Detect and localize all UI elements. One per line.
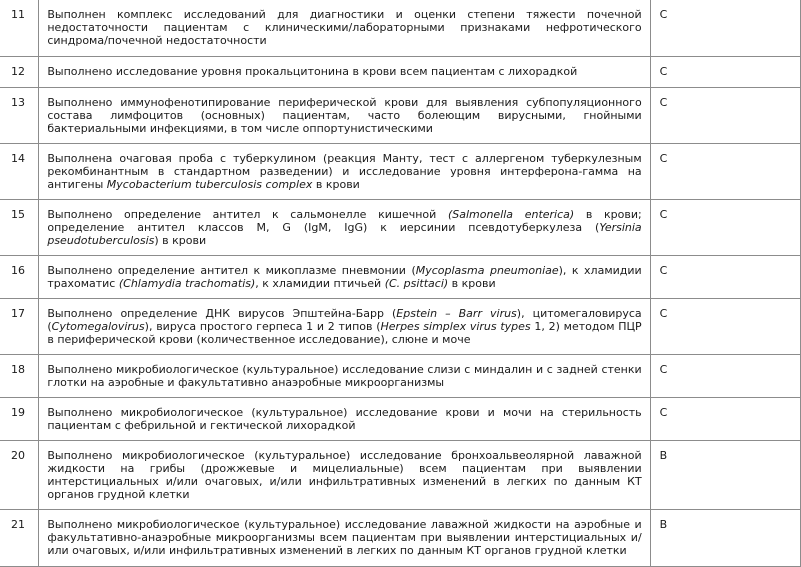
criterion-text <box>39 144 650 200</box>
latin-name-text: Herpes simplex virus types <box>380 320 531 333</box>
criterion-text-segment: Выполнено иммунофенотипирование периферической крови для выявления субпопуляционного состава лимфоцитов (основных) пациентам, часто болеющим вирусными, гнойными бактериальными инфекциями, в том числе оппортунистическими <box>47 96 642 135</box>
latin-name-text: (Salmonella enterica) <box>447 208 575 221</box>
row-number: 18 <box>0 355 39 398</box>
table-row <box>0 200 801 256</box>
row-number: 11 <box>0 0 39 57</box>
criterion-text-segment: в крови <box>312 178 360 191</box>
latin-name-text: Mycoplasma pneumoniae <box>415 264 559 277</box>
evidence-grade: C <box>650 0 800 57</box>
criterion-text-segment: Выполнено микробиологическое (культуральное) исследование бронхоальвеолярной лаважной жидкости на грибы (дрожжевые и мицелиальные) всем пациентам при выявлении интерстициальных и/или очаговых, и/или инфильтративных изменений в легких по данным КТ органов грудной клетки <box>47 449 642 501</box>
evidence-grade: C <box>650 144 800 200</box>
criterion-text-segment: Выполнено микробиологическое (культуральное) исследование лаважной жидкости на аэробные и факультативно-анаэробные микроорганизмы всем пациентам при выявлении интерстициальных и/или очаговых, и/или инфильтративных изменений в легких по данным КТ органов грудной клетки <box>47 518 642 557</box>
evidence-grade: C <box>650 256 800 299</box>
criterion-text-segment: 1, 2) методом ПЦР в периферической крови (количественное исследование), слюне и моче <box>47 320 642 346</box>
criterion-text <box>39 510 650 567</box>
criterion-text <box>39 57 650 88</box>
latin-name-text: Mycobacterium tuberculosis complex <box>106 178 313 191</box>
table-row <box>0 398 801 441</box>
criterion-text-segment: Выполнено микробиологическое (культуральное) исследование слизи с миндалин и с задней стенки глотки на аэробные и факультативно анаэробные микроорганизмы <box>47 363 642 389</box>
criterion-text <box>39 0 650 57</box>
criterion-text <box>39 398 650 441</box>
criterion-text-segment: Выполнено определение антител к сальмонелле кишечной <box>47 208 448 221</box>
evidence-grade: B <box>650 510 800 567</box>
evidence-grade: C <box>650 88 800 144</box>
table-row <box>0 256 801 299</box>
row-number: 21 <box>0 510 39 567</box>
evidence-grade: B <box>650 441 800 510</box>
criterion-text-segment: Выполнена очаговая проба с туберкулином (реакция Манту, тест с аллергеном туберкулезным рекомбинантным в стандартном разведении) и исследование уровня интерферона-гамма на антигены <box>47 152 642 191</box>
row-number: 12 <box>0 57 39 88</box>
evidence-grade: C <box>650 355 800 398</box>
latin-name-text: Cytomegalovirus <box>51 320 145 333</box>
criterion-text-segment: Выполнено исследование уровня прокальцитонина в крови всем пациентам с лихорадкой <box>47 65 578 78</box>
criterion-text-segment: , к хламидии птичьей <box>255 277 385 290</box>
evidence-grade: C <box>650 398 800 441</box>
table-row <box>0 88 801 144</box>
latin-name-text: Epstein – Barr virus <box>396 307 517 320</box>
latin-name-text: (C. psittaci) <box>384 277 449 290</box>
latin-name-text: (Chlamydia trachomatis) <box>118 277 256 290</box>
table-row <box>0 299 801 355</box>
criterion-text-segment: ), вируса простого герпеса 1 и 2 типов ( <box>144 320 381 333</box>
row-number: 19 <box>0 398 39 441</box>
table-row <box>0 355 801 398</box>
criterion-text-segment: ), цитомегаловируса ( <box>47 307 642 333</box>
table-row <box>0 441 801 510</box>
criterion-text <box>39 355 650 398</box>
table-row <box>0 0 801 57</box>
row-number: 14 <box>0 144 39 200</box>
row-number: 17 <box>0 299 39 355</box>
criterion-text-segment: Выполнен комплекс исследований для диагностики и оценки степени тяжести почечной недостаточности пациентам с клиническими/лабораторными признаками нефротического синдрома/почечной недостаточности <box>47 8 642 47</box>
table-row <box>0 57 801 88</box>
latin-name-text: Yersinia pseudotuberculosis <box>47 221 642 247</box>
row-number: 20 <box>0 441 39 510</box>
evidence-grade: C <box>650 57 800 88</box>
table-row <box>0 144 801 200</box>
criterion-text-segment: Выполнено определение ДНК вирусов Эпштейна-Барр ( <box>47 307 397 320</box>
row-number: 15 <box>0 200 39 256</box>
criterion-text <box>39 441 650 510</box>
row-number: 13 <box>0 88 39 144</box>
criterion-text-segment: в крови <box>448 277 496 290</box>
criterion-text-segment: Выполнено определение антител к микоплазме пневмонии ( <box>47 264 416 277</box>
criterion-text-segment: ), к хламидии трахоматис <box>47 264 642 290</box>
table-row <box>0 510 801 567</box>
criterion-text-segment: ) в крови <box>154 234 207 247</box>
criterion-text-segment: Выполнено микробиологическое (культуральное) исследование крови и мочи на стерильность пациентам с фебрильной и гектической лихорадкой <box>47 406 642 432</box>
criterion-text <box>39 200 650 256</box>
criterion-text <box>39 256 650 299</box>
row-number: 16 <box>0 256 39 299</box>
criterion-text <box>39 299 650 355</box>
criterion-text-segment: в крови; определение антител классов M, G (IgM, IgG) к иерсинии псевдотуберкулеза ( <box>47 208 642 234</box>
criterion-text <box>39 88 650 144</box>
evidence-grade: C <box>650 299 800 355</box>
evidence-grade: C <box>650 200 800 256</box>
